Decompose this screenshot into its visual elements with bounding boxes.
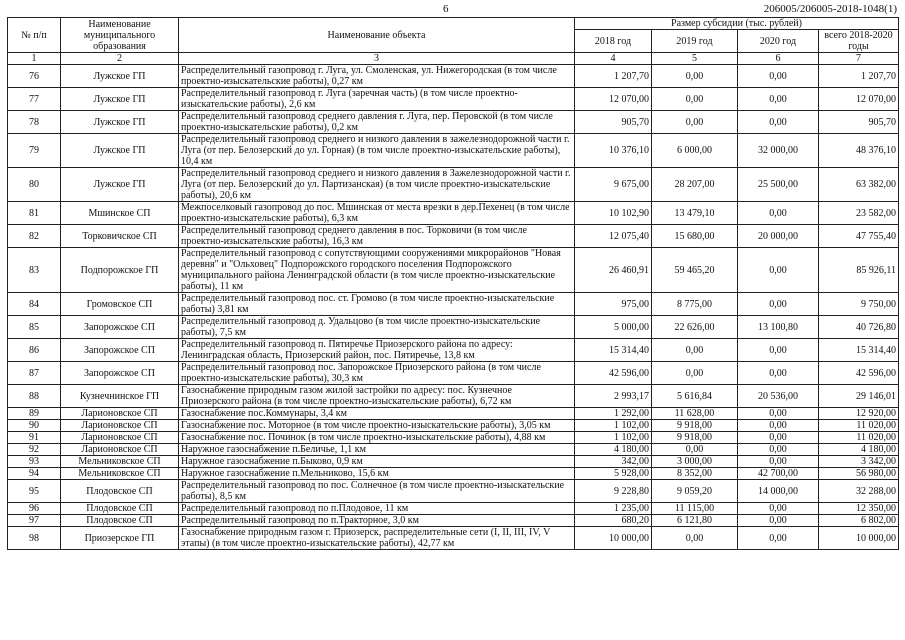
object-name-cell: Наружное газоснабжение п.Быково, 0,9 км [179, 456, 575, 468]
object-name-cell: Распределительный газопровод пос. Запорожское Приозерского района (в том числе проектно-изыскательские работы), 30,3 км [179, 362, 575, 385]
value-total: 56 980,00 [819, 468, 899, 480]
table-row [8, 503, 899, 515]
row-number: 95 [8, 480, 61, 503]
value-total: 40 726,80 [819, 316, 899, 339]
value-2019: 11 115,00 [652, 503, 738, 515]
document-id: 206005/206005-2018-1048(1) [763, 3, 897, 15]
value-2019: 6 000,00 [652, 134, 738, 168]
value-2019: 0,00 [652, 362, 738, 385]
column-index: 5 [652, 53, 738, 65]
value-2019: 11 628,00 [652, 408, 738, 420]
value-2018: 5 000,00 [575, 316, 652, 339]
value-total: 85 926,11 [819, 248, 899, 293]
value-2020: 20 536,00 [738, 385, 819, 408]
table-row [8, 468, 899, 480]
table-row [8, 456, 899, 468]
object-name-cell: Распределительный газопровод среднего и низкого давления в Зажелезнодорожной части г. Луга (от пер. Белозерский до ул. Партизанская) (в том числе проектно-изыскательские работы), 20,6 км [179, 168, 575, 202]
column-index: 7 [819, 53, 899, 65]
row-number: 77 [8, 88, 61, 111]
value-total: 12 920,00 [819, 408, 899, 420]
value-2019: 28 207,00 [652, 168, 738, 202]
municipality-cell: Кузнечнинское ГП [61, 385, 179, 408]
table-row [8, 480, 899, 503]
value-2018: 1 102,00 [575, 420, 652, 432]
row-number: 83 [8, 248, 61, 293]
row-number: 94 [8, 468, 61, 480]
object-name-cell: Наружное газоснабжение п.Беличье, 1,1 км [179, 444, 575, 456]
row-number: 88 [8, 385, 61, 408]
municipality-cell: Приозерское ГП [61, 527, 179, 550]
table-row [8, 65, 899, 88]
row-number: 82 [8, 225, 61, 248]
column-index: 4 [575, 53, 652, 65]
object-name-cell: Распределительный газопровод среднего давления г. Луга, пер. Перовской (в том числе проектно-изыскательские работы), 0,2 км [179, 111, 575, 134]
municipality-cell: Плодовское СП [61, 503, 179, 515]
municipality-cell: Ларионовское СП [61, 408, 179, 420]
value-total: 4 180,00 [819, 444, 899, 456]
object-name-cell: Межпоселковый газопровод до пос. Мшинская от места врезки в дер.Пехенец (в том числе проектно-изыскательские работы), 6,3 км [179, 202, 575, 225]
municipality-cell: Мшинское СП [61, 202, 179, 225]
column-index: 2 [61, 53, 179, 65]
municipality-cell: Ларионовское СП [61, 420, 179, 432]
value-2018: 905,70 [575, 111, 652, 134]
value-2020: 0,00 [738, 65, 819, 88]
row-number: 86 [8, 339, 61, 362]
value-2020: 0,00 [738, 432, 819, 444]
municipality-cell: Ларионовское СП [61, 444, 179, 456]
object-name-cell: Газоснабжение пос.Коммунары, 3,4 км [179, 408, 575, 420]
value-2020: 0,00 [738, 88, 819, 111]
column-index: 6 [738, 53, 819, 65]
table-row [8, 362, 899, 385]
row-number: 92 [8, 444, 61, 456]
value-2019: 59 465,20 [652, 248, 738, 293]
value-2018: 680,20 [575, 515, 652, 527]
column-index: 3 [179, 53, 575, 65]
municipality-cell: Мельниковское СП [61, 456, 179, 468]
value-2018: 5 928,00 [575, 468, 652, 480]
value-2019: 0,00 [652, 88, 738, 111]
value-2018: 975,00 [575, 293, 652, 316]
municipality-cell: Плодовское СП [61, 515, 179, 527]
value-2018: 1 292,00 [575, 408, 652, 420]
subsidy-table [7, 17, 899, 550]
object-name-cell: Распределительный газопровод по п.Плодовое, 11 км [179, 503, 575, 515]
table-row [8, 515, 899, 527]
value-total: 63 382,00 [819, 168, 899, 202]
table-body [8, 65, 899, 550]
object-name-cell: Распределительный газопровод д. Удальцово (в том числе проектно-изыскательские работы), 7,5 км [179, 316, 575, 339]
table-row [8, 111, 899, 134]
header-object: Наименование объекта [179, 18, 575, 53]
value-2020: 0,00 [738, 456, 819, 468]
municipality-cell: Плодовское СП [61, 480, 179, 503]
table-row [8, 339, 899, 362]
value-2020: 0,00 [738, 515, 819, 527]
value-2018: 42 596,00 [575, 362, 652, 385]
value-2018: 15 314,40 [575, 339, 652, 362]
value-2020: 0,00 [738, 362, 819, 385]
page-number: 6 [443, 3, 449, 15]
municipality-cell: Запорожское СП [61, 339, 179, 362]
value-2020: 0,00 [738, 339, 819, 362]
value-2020: 0,00 [738, 527, 819, 550]
table-row [8, 168, 899, 202]
object-name-cell: Распределительный газопровод г. Луга (заречная часть) (в том числе проектно-изыскательские работы), 2,6 км [179, 88, 575, 111]
value-2019: 15 680,00 [652, 225, 738, 248]
municipality-cell: Торковичское СП [61, 225, 179, 248]
value-2019: 8 352,00 [652, 468, 738, 480]
value-total: 32 288,00 [819, 480, 899, 503]
value-2019: 0,00 [652, 527, 738, 550]
value-total: 11 020,00 [819, 432, 899, 444]
municipality-cell: Лужское ГП [61, 111, 179, 134]
value-total: 47 755,40 [819, 225, 899, 248]
municipality-cell: Ларионовское СП [61, 432, 179, 444]
value-2018: 1 102,00 [575, 432, 652, 444]
value-2018: 10 102,90 [575, 202, 652, 225]
municipality-cell: Мельниковское СП [61, 468, 179, 480]
row-number: 78 [8, 111, 61, 134]
object-name-cell: Распределительный газопровод пос. ст. Громово (в том числе проектно-изыскательские работы) 3,81 км [179, 293, 575, 316]
object-name-cell: Распределительный газопровод п. Пятиречье Приозерского района по адресу: Ленинградская область, Приозерский район, пос. Пятиречье, 13,8 км [179, 339, 575, 362]
row-number: 96 [8, 503, 61, 515]
object-name-cell: Распределительный газопровод с сопутствующими сооружениями микрорайонов "Новая деревня" и "Ольховец" Подпорожского городского поселения Подпорожского муниципального района Ленинградской области (в том числе проектно-изыскательские работы), 11 км [179, 248, 575, 293]
row-number: 91 [8, 432, 61, 444]
header-municipality: Наименование муниципального образования [61, 18, 179, 53]
municipality-cell: Подпорожское ГП [61, 248, 179, 293]
table-row [8, 202, 899, 225]
municipality-cell: Лужское ГП [61, 88, 179, 111]
value-2020: 20 000,00 [738, 225, 819, 248]
municipality-cell: Громовское СП [61, 293, 179, 316]
value-total: 10 000,00 [819, 527, 899, 550]
value-2020: 0,00 [738, 408, 819, 420]
row-number: 87 [8, 362, 61, 385]
value-2019: 9 059,20 [652, 480, 738, 503]
object-name-cell: Распределительный газопровод г. Луга, ул. Смоленская, ул. Нижегородская (в том числе проектно-изыскательские работы), 0,27 км [179, 65, 575, 88]
table-row [8, 444, 899, 456]
value-2020: 42 700,00 [738, 468, 819, 480]
value-2019: 3 000,00 [652, 456, 738, 468]
value-2018: 9 228,80 [575, 480, 652, 503]
value-total: 9 750,00 [819, 293, 899, 316]
value-total: 15 314,40 [819, 339, 899, 362]
value-2020: 0,00 [738, 420, 819, 432]
object-name-cell: Газоснабжение пос. Починок (в том числе проектно-изыскательские работы), 4,88 км [179, 432, 575, 444]
value-2020: 13 100,80 [738, 316, 819, 339]
header-number: № п/п [8, 18, 61, 53]
value-total: 12 350,00 [819, 503, 899, 515]
value-2019: 22 626,00 [652, 316, 738, 339]
value-total: 11 020,00 [819, 420, 899, 432]
object-name-cell: Газоснабжение природным газом жилой застройки по адресу: пос. Кузнечное Приозерского района (в том числе проектно-изыскательские работы), 6,72 км [179, 385, 575, 408]
value-2020: 0,00 [738, 202, 819, 225]
row-number: 98 [8, 527, 61, 550]
row-number: 79 [8, 134, 61, 168]
value-2019: 0,00 [652, 65, 738, 88]
value-2019: 6 121,80 [652, 515, 738, 527]
table-row [8, 316, 899, 339]
value-2020: 0,00 [738, 111, 819, 134]
value-2018: 26 460,91 [575, 248, 652, 293]
row-number: 81 [8, 202, 61, 225]
value-2018: 2 993,17 [575, 385, 652, 408]
header-total: всего 2018-2020 годы [819, 30, 899, 53]
table-row [8, 527, 899, 550]
header-2018: 2018 год [575, 30, 652, 53]
row-number: 93 [8, 456, 61, 468]
municipality-cell: Лужское ГП [61, 168, 179, 202]
object-name-cell: Газоснабжение природным газом г. Приозерск, распределительные сети (I, II, III, IV, V этапы) (в том числе проектно-изыскательские работы), 42,77 км [179, 527, 575, 550]
municipality-cell: Лужское ГП [61, 65, 179, 88]
value-2019: 8 775,00 [652, 293, 738, 316]
table-row [8, 225, 899, 248]
value-2019: 9 918,00 [652, 432, 738, 444]
value-2020: 0,00 [738, 293, 819, 316]
value-2020: 14 000,00 [738, 480, 819, 503]
value-2018: 342,00 [575, 456, 652, 468]
value-2018: 12 070,00 [575, 88, 652, 111]
municipality-cell: Лужское ГП [61, 134, 179, 168]
table-row [8, 408, 899, 420]
value-2018: 1 235,00 [575, 503, 652, 515]
row-number: 80 [8, 168, 61, 202]
municipality-cell: Запорожское СП [61, 362, 179, 385]
row-number: 90 [8, 420, 61, 432]
value-2019: 5 616,84 [652, 385, 738, 408]
value-total: 12 070,00 [819, 88, 899, 111]
header-subsidy-group: Размер субсидии (тыс. рублей) [575, 18, 899, 30]
value-2019: 0,00 [652, 111, 738, 134]
value-2020: 25 500,00 [738, 168, 819, 202]
row-number: 84 [8, 293, 61, 316]
row-number: 97 [8, 515, 61, 527]
value-2018: 1 207,70 [575, 65, 652, 88]
municipality-cell: Запорожское СП [61, 316, 179, 339]
column-index: 1 [8, 53, 61, 65]
value-2019: 0,00 [652, 444, 738, 456]
value-2018: 10 376,10 [575, 134, 652, 168]
value-total: 23 582,00 [819, 202, 899, 225]
object-name-cell: Распределительный газопровод по п.Тракторное, 3,0 км [179, 515, 575, 527]
object-name-cell: Распределительный газопровод по пос. Солнечное (в том числе проектно-изыскательские работы), 8,5 км [179, 480, 575, 503]
value-2019: 9 918,00 [652, 420, 738, 432]
value-total: 905,70 [819, 111, 899, 134]
object-name-cell: Наружное газоснабжение п.Мельниково, 15,6 км [179, 468, 575, 480]
table-row [8, 293, 899, 316]
value-total: 6 802,00 [819, 515, 899, 527]
table-row [8, 385, 899, 408]
row-number: 85 [8, 316, 61, 339]
value-2018: 10 000,00 [575, 527, 652, 550]
object-name-cell: Газоснабжение пос. Моторное (в том числе проектно-изыскательские работы), 3,05 км [179, 420, 575, 432]
table-row [8, 88, 899, 111]
header-2020: 2020 год [738, 30, 819, 53]
value-2020: 0,00 [738, 444, 819, 456]
value-2019: 0,00 [652, 339, 738, 362]
value-2018: 4 180,00 [575, 444, 652, 456]
value-total: 48 376,10 [819, 134, 899, 168]
value-2020: 0,00 [738, 503, 819, 515]
value-total: 1 207,70 [819, 65, 899, 88]
row-number: 76 [8, 65, 61, 88]
value-2018: 9 675,00 [575, 168, 652, 202]
row-number: 89 [8, 408, 61, 420]
value-2019: 13 479,10 [652, 202, 738, 225]
object-name-cell: Распределительный газопровод среднего давления в пос. Торковичи (в том числе проектно-изыскательские работы), 16,3 км [179, 225, 575, 248]
value-2020: 0,00 [738, 248, 819, 293]
header-2019: 2019 год [652, 30, 738, 53]
table-row [8, 432, 899, 444]
table-row [8, 134, 899, 168]
table-row [8, 420, 899, 432]
value-2018: 12 075,40 [575, 225, 652, 248]
value-2020: 32 000,00 [738, 134, 819, 168]
object-name-cell: Распределительный газопровод среднего и низкого давления в зажелезнодорожной части г. Луга (от пер. Белозерский до ул. Горная) (в том числе проектно-изыскательские работы), 10,4 км [179, 134, 575, 168]
value-total: 3 342,00 [819, 456, 899, 468]
value-total: 29 146,01 [819, 385, 899, 408]
value-total: 42 596,00 [819, 362, 899, 385]
table-row [8, 248, 899, 293]
